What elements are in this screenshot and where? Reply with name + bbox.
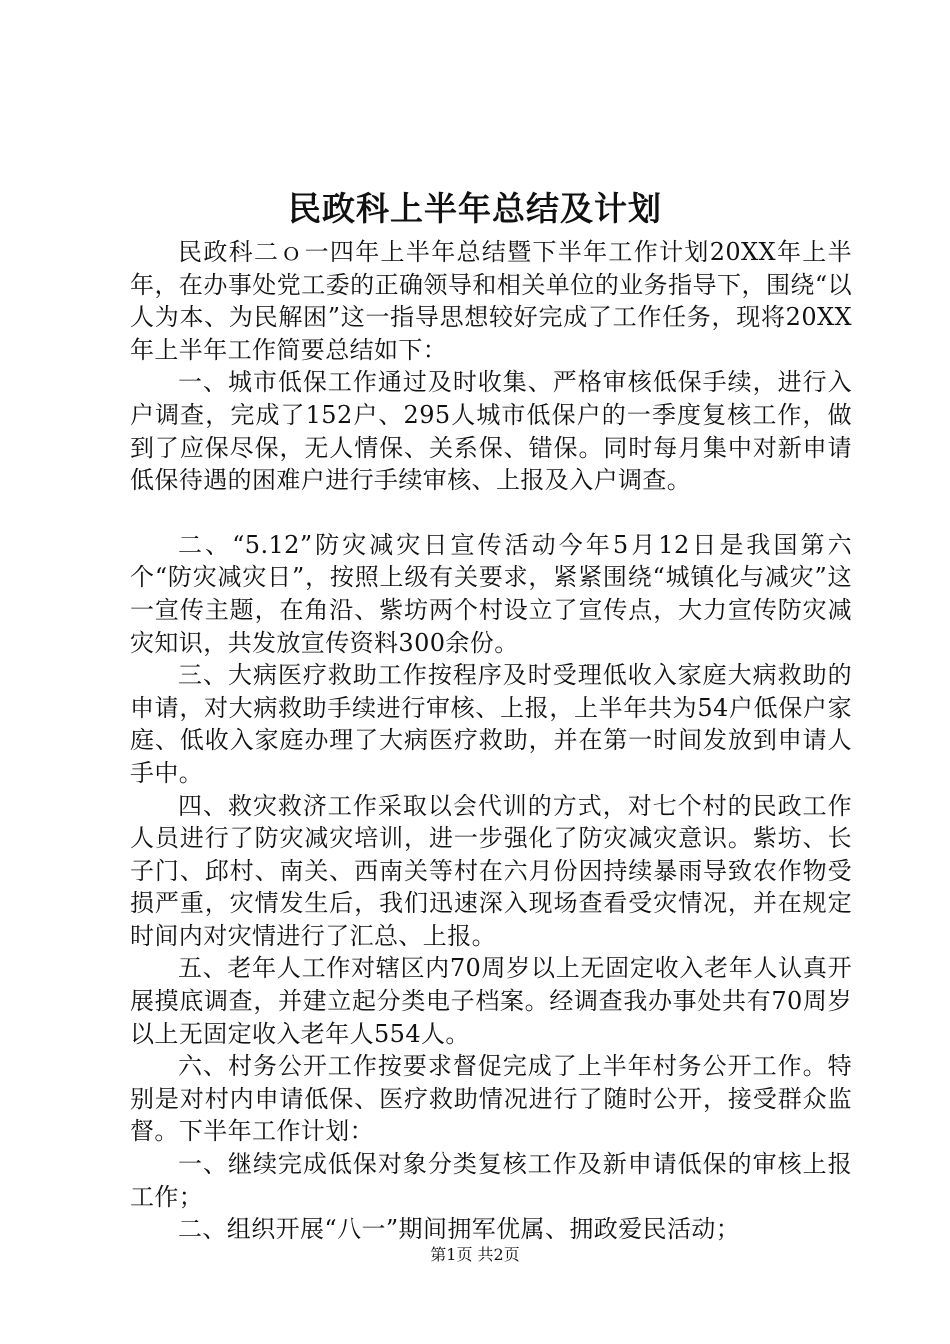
section-5-paragraph: 五、老年人工作对辖区内70周岁以上无固定收入老年人认真开展摸底调查，并建立起分类电子档案。经调查我办事处共有70周岁以上无固定收入老年人554人。 [130, 954, 852, 1048]
section-3-paragraph: 三、大病医疗救助工作按程序及时受理低收入家庭大病救助的申请，对大病救助手续进行审核、上报，上半年共为54户低保户家庭、低收入家庭办理了大病医疗救助，并在第一时间发放到申请人手中。 [130, 661, 852, 787]
section-6-paragraph: 六、村务公开工作按要求督促完成了上半年村务公开工作。特别是对村内申请低保、医疗救助情况进行了随时公开，接受群众监督。下半年工作计划： [130, 1052, 852, 1146]
plan-item-1-paragraph: 一、继续完成低保对象分类复核工作及新申请低保的审核上报工作； [130, 1150, 852, 1211]
section-4-paragraph: 四、救灾救济工作采取以会代训的方式，对七个村的民政工作人员进行了防灾减灾培训，进一步强化了防灾减灾意识。紫坊、长子门、邱村、南关、西南关等村在六月份因持续暴雨导致农作物受损严重，灾情发生后，我们迅速深入现场查看受灾情况，并在规定时间内对灾情进行了汇总、上报。 [130, 791, 852, 950]
page-number-footer: 第1页 共2页 [430, 1245, 520, 1264]
intro-paragraph: 民政科二ｏ一四年上半年总结暨下半年工作计划20XX年上半年，在办事处党工委的正确领导和相关单位的业务指导下，围绕“以人为本、为民解困”这一指导思想较好完成了工作任务，现将20XX年上半年工作简要总结如下： [130, 238, 852, 364]
document-body [130, 236, 852, 1246]
plan-item-2-paragraph: 二、组织开展“八一”期间拥军优属、拥政爱民活动； [178, 1215, 741, 1244]
document-title: 民政科上半年总结及计划 [288, 189, 662, 228]
section-1-paragraph: 一、城市低保工作通过及时收集、严格审核低保手续，进行入户调查，完成了152户、295人城市低保户的一季度复核工作，做到了应保尽保，无人情保、关系保、错保。同时每月集中对新申请低保待遇的困难户进行手续审核、上报及入户调查。 [130, 368, 852, 495]
section-2-paragraph: 二、“5.12”防灾减灾日宣传活动今年5月12日是我国第六个“防灾减灾日”，按照上级有关要求，紧紧围绕“城镇化与减灾”这一宣传主题，在角沿、紫坊两个村设立了宣传点，大力宣传防灾减灾知识，共发放宣传资料300余份。 [130, 530, 852, 657]
